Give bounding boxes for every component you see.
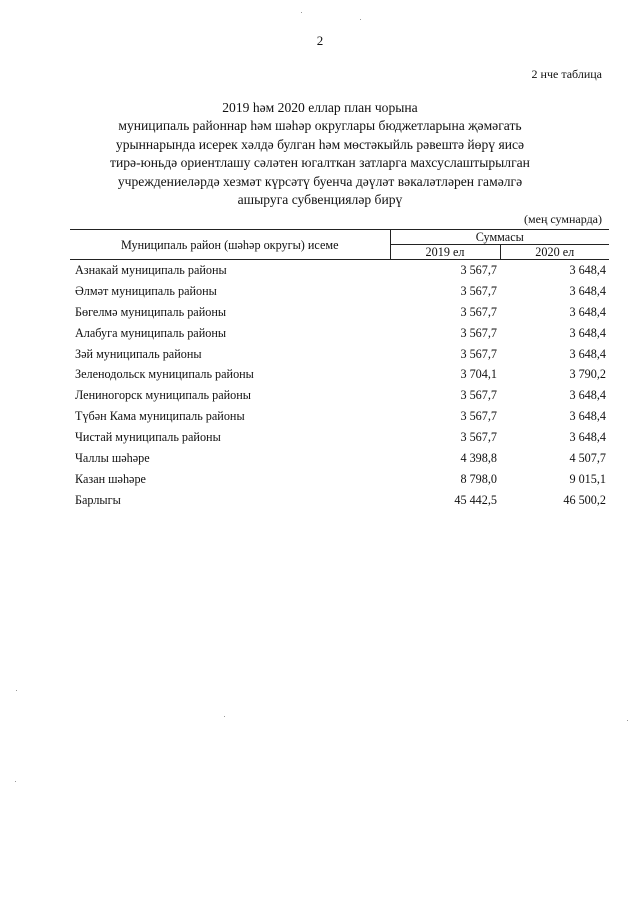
row-name: Чистай муниципаль районы bbox=[75, 430, 221, 445]
title-line: учреждениеләрдә хезмәт күрсәтү буенча дәүләт вәкаләтләрен гамәлгә bbox=[117, 173, 523, 189]
row-name: Азнакай муниципаль районы bbox=[75, 262, 227, 277]
title-line: тирә-юньдә ориентлашу сәләтен югалткан затларга махсуслаштырылган bbox=[110, 155, 530, 171]
row-name: Әлмәт муниципаль районы bbox=[75, 283, 217, 298]
scan-speck bbox=[15, 781, 16, 782]
title-line: ашыруга субвенцияләр бирү bbox=[237, 192, 403, 208]
row-name: Алабуга муниципаль районы bbox=[75, 325, 227, 340]
row-value-2020: 3 648,4 bbox=[569, 346, 606, 361]
row-value-2019: 3 567,7 bbox=[460, 325, 497, 340]
table-row bbox=[70, 469, 609, 490]
title-line: урыннарында исерек хәлдә булган һәм мөстәкыйль рәвештә йөрү яисә bbox=[115, 136, 525, 152]
scan-speck bbox=[224, 716, 225, 717]
table-row bbox=[70, 344, 609, 365]
table-row bbox=[70, 385, 609, 406]
units-note: (мең сумнарда) bbox=[524, 212, 602, 226]
scan-speck bbox=[360, 19, 361, 20]
table-row bbox=[70, 364, 609, 385]
row-name: Бөгелмә муниципаль районы bbox=[75, 304, 227, 319]
table-row bbox=[70, 302, 609, 323]
row-value-2020: 3 648,4 bbox=[569, 388, 606, 403]
table-row bbox=[70, 427, 609, 448]
title-line: 2019 һәм 2020 еллар план чорына bbox=[222, 100, 418, 115]
row-value-2020: 3 648,4 bbox=[569, 262, 606, 277]
total-value-2019: 45 442,5 bbox=[454, 492, 497, 507]
row-name: Лениногорск муниципаль районы bbox=[75, 388, 251, 403]
row-value-2019: 8 798,0 bbox=[460, 471, 497, 486]
row-name: Түбән Кама муниципаль районы bbox=[75, 409, 245, 424]
row-value-2019: 3 567,7 bbox=[460, 346, 497, 361]
row-value-2019: 4 398,8 bbox=[460, 450, 497, 465]
row-value-2019: 3 567,7 bbox=[460, 283, 497, 298]
column-header-2020: 2020 ел bbox=[500, 245, 609, 260]
total-label: Барлыгы bbox=[75, 492, 121, 507]
table-row bbox=[70, 406, 609, 427]
scan-speck bbox=[301, 12, 302, 13]
table-row bbox=[70, 323, 609, 344]
row-value-2019: 3 567,7 bbox=[460, 409, 497, 424]
column-header-sum: Суммасы bbox=[390, 230, 609, 245]
row-value-2019: 3 704,1 bbox=[460, 367, 497, 382]
row-value-2020: 4 507,7 bbox=[569, 450, 606, 465]
row-value-2020: 3 648,4 bbox=[569, 409, 606, 424]
row-name: Чаллы шәһәре bbox=[75, 450, 150, 465]
column-header-2019: 2019 ел bbox=[390, 245, 500, 260]
table-row bbox=[70, 448, 609, 469]
row-value-2020: 3 648,4 bbox=[569, 325, 606, 340]
row-name: Казан шәһәре bbox=[75, 471, 146, 486]
subvention-table bbox=[70, 229, 609, 511]
row-value-2019: 3 567,7 bbox=[460, 430, 497, 445]
row-value-2019: 3 567,7 bbox=[460, 304, 497, 319]
column-header-name: Муниципаль район (шәһәр округы) исеме bbox=[70, 230, 390, 260]
total-value-2020: 46 500,2 bbox=[563, 492, 606, 507]
table-total-row bbox=[70, 490, 609, 511]
row-value-2019: 3 567,7 bbox=[460, 388, 497, 403]
row-value-2020: 3 648,4 bbox=[569, 430, 606, 445]
row-value-2020: 9 015,1 bbox=[569, 471, 606, 486]
page-number: 2 bbox=[316, 33, 324, 48]
row-value-2020: 3 790,2 bbox=[569, 367, 606, 382]
table-row bbox=[70, 260, 609, 281]
row-value-2020: 3 648,4 bbox=[569, 283, 606, 298]
scan-speck bbox=[627, 720, 628, 721]
row-value-2019: 3 567,7 bbox=[460, 262, 497, 277]
title-line: муниципаль районнар һәм шәһәр округлары бюджетларына җәмәгать bbox=[118, 118, 522, 134]
table-label: 2 нче таблица bbox=[531, 67, 602, 81]
document-title bbox=[60, 99, 580, 209]
table-row bbox=[70, 281, 609, 302]
row-value-2020: 3 648,4 bbox=[569, 304, 606, 319]
scan-speck bbox=[16, 690, 17, 691]
row-name: Зеленодольск муниципаль районы bbox=[75, 367, 254, 382]
row-name: Зәй муниципаль районы bbox=[75, 346, 202, 361]
